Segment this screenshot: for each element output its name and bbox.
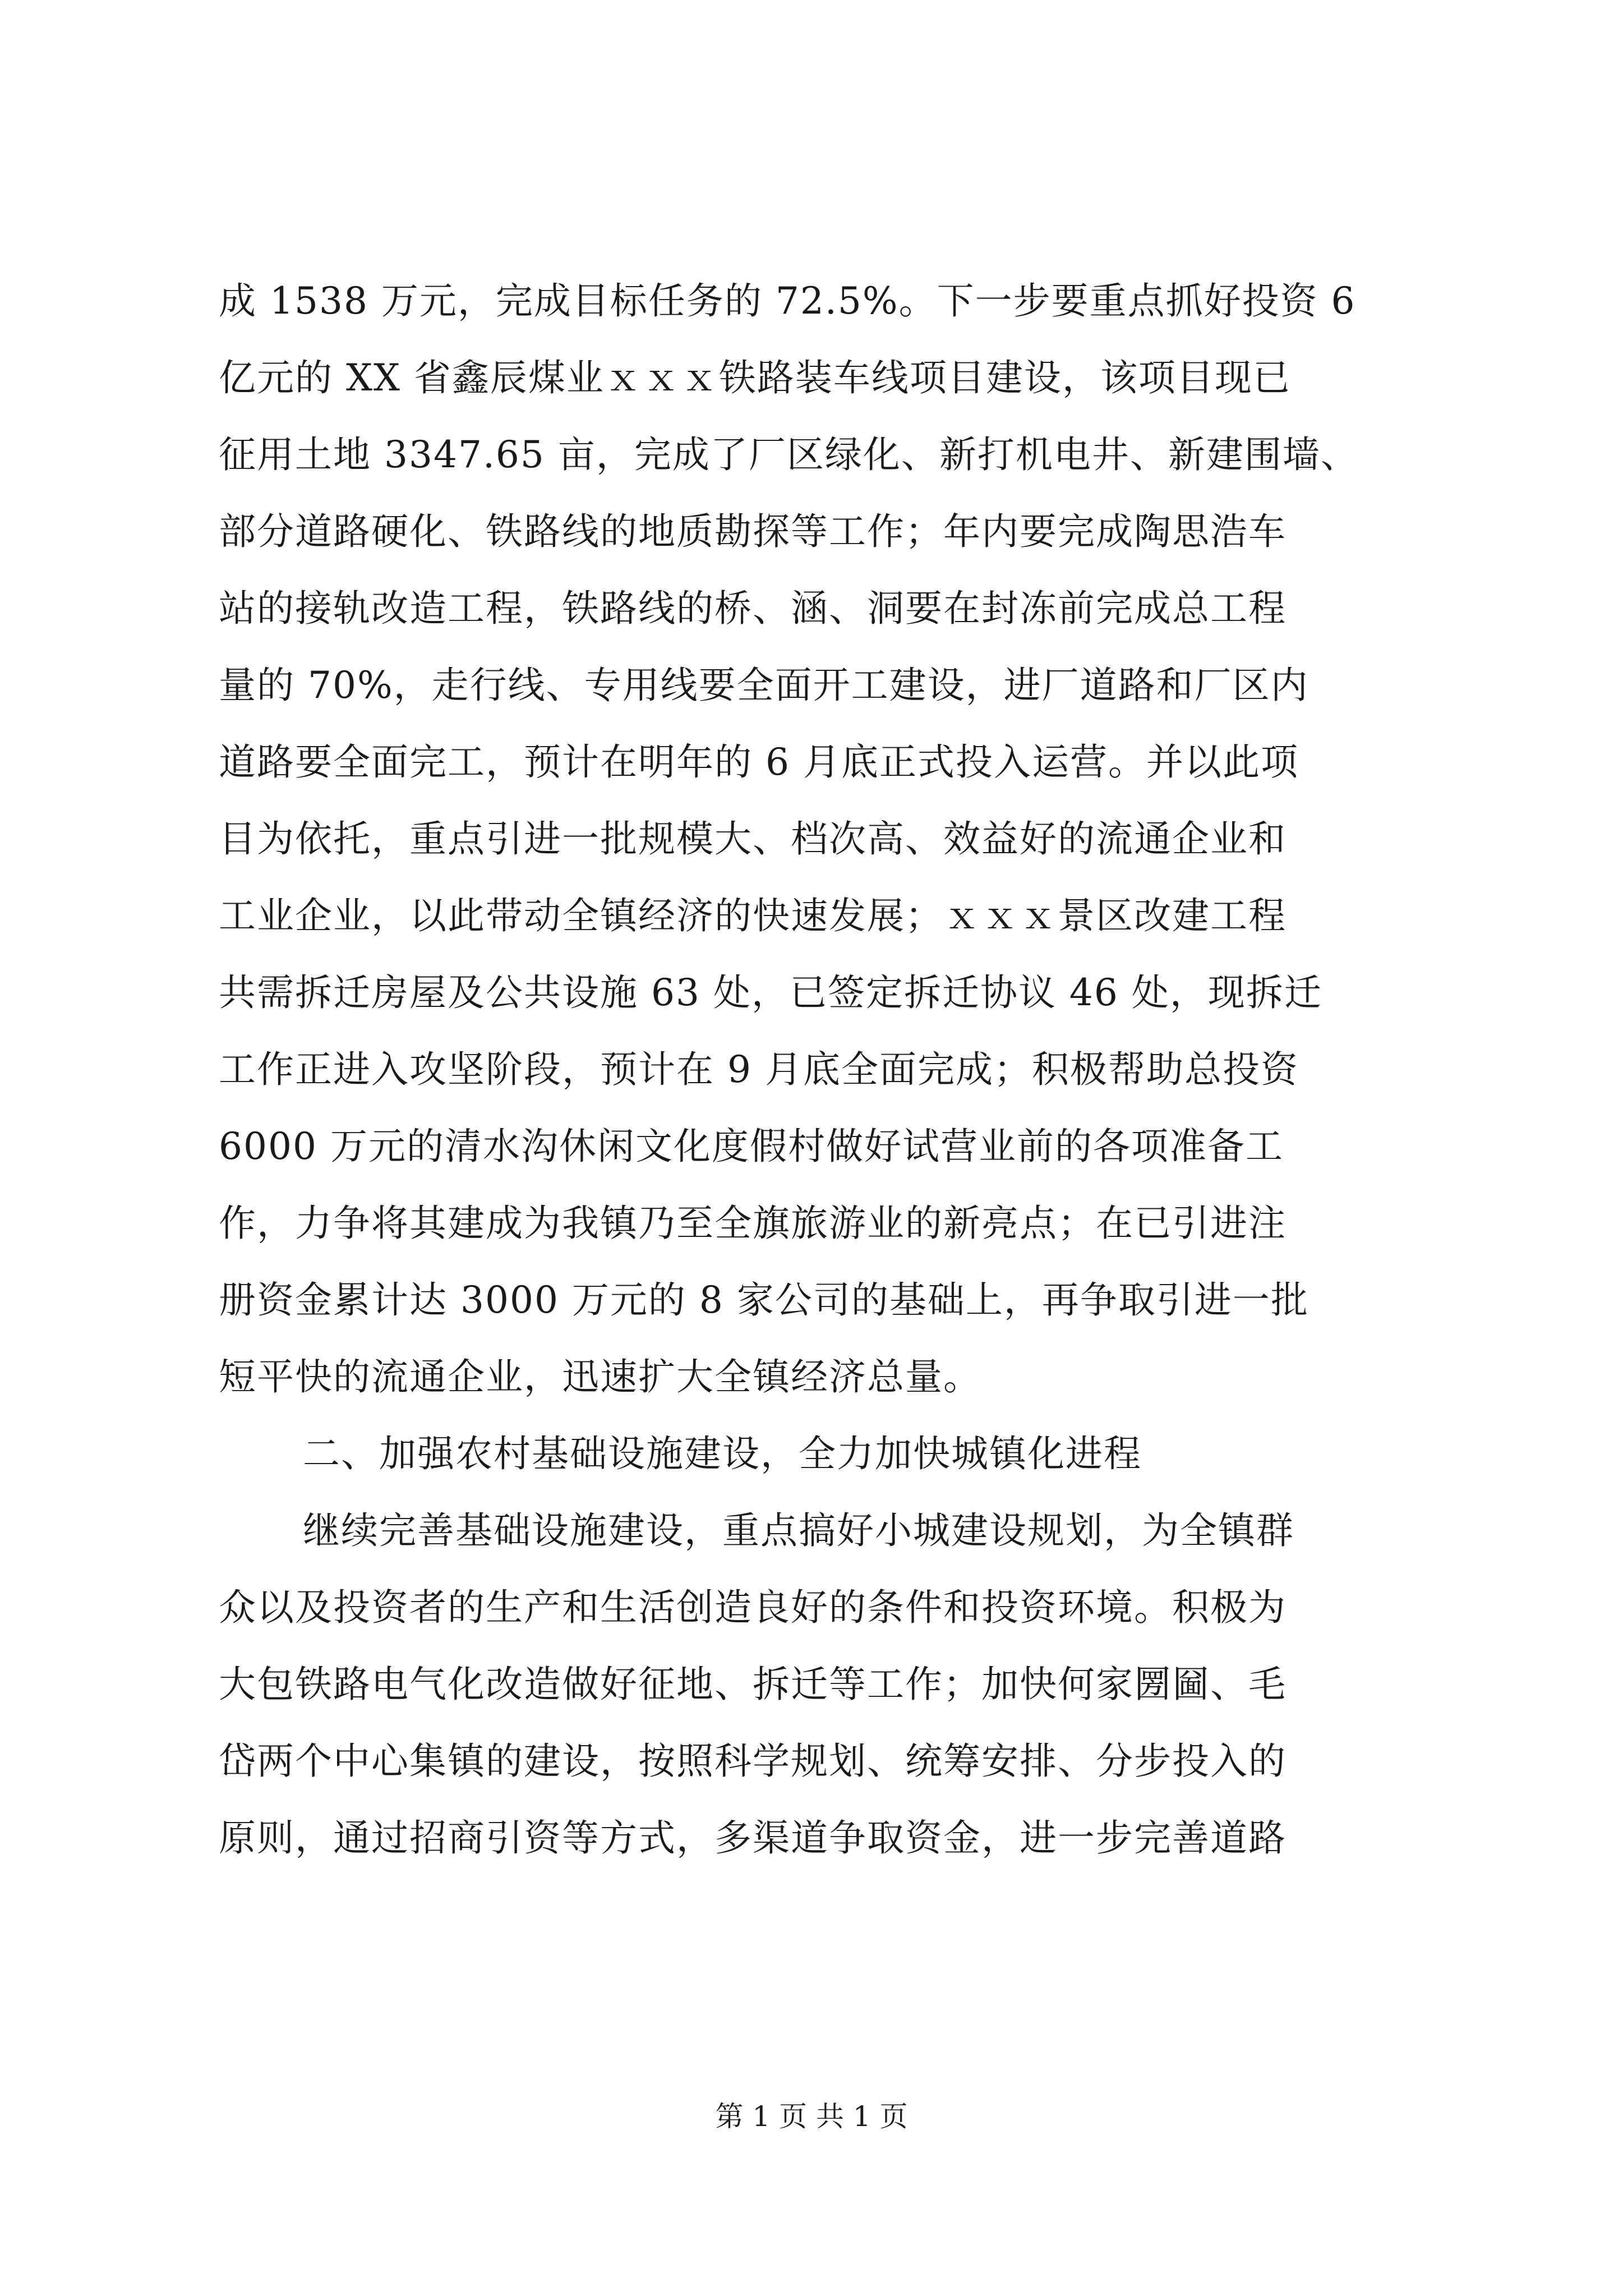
body-line-8: 目为依托，重点引进一批规模大、档次高、效益好的流通企业和 <box>219 817 1287 861</box>
body-line-18: 众以及投资者的生产和生活创造良好的条件和投资环境。积极为 <box>219 1586 1287 1629</box>
body-line-11: 工作正进入攻坚阶段，预计在 9 月底全面完成；积极帮助总投资 <box>219 1048 1299 1091</box>
body-line-21: 原则，通过招商引资等方式，多渠道争取资金，进一步完善道路 <box>219 1816 1287 1860</box>
body-line-20: 岱两个中心集镇的建设，按照科学规划、统筹安排、分步投入的 <box>219 1740 1287 1783</box>
body-line-10: 共需拆迁房屋及公共设施 63 处，已签定拆迁协议 46 处，现拆迁 <box>219 971 1322 1014</box>
body-line-13: 作，力争将其建成为我镇乃至全旗旅游业的新亮点；在已引进注 <box>219 1202 1287 1245</box>
body-line-5: 站的接轨改造工程，铁路线的桥、涵、洞要在封冻前完成总工程 <box>219 587 1287 630</box>
page-number-footer: 第 1 页 共 1 页 <box>715 2100 908 2133</box>
section-heading: 二、加强农村基础设施建设，全力加快城镇化进程 <box>303 1432 1142 1475</box>
body-line-2: 亿元的 XX 省鑫辰煤业ｘｘｘ铁路装车线项目建设，该项目现已 <box>219 356 1291 399</box>
body-line-14: 册资金累计达 3000 万元的 8 家公司的基础上，再争取引进一批 <box>219 1278 1309 1322</box>
body-line-6: 量的 70%，走行线、专用线要全面开工建设，进厂道路和厂区内 <box>219 664 1309 707</box>
body-line-19: 大包铁路电气化改造做好征地、拆迁等工作；加快何家圐圙、毛 <box>219 1663 1287 1706</box>
body-line-12: 6000 万元的清水沟休闲文化度假村做好试营业前的各项准备工 <box>219 1125 1284 1168</box>
body-line-7: 道路要全面完工，预计在明年的 6 月底正式投入运营。并以此项 <box>219 740 1299 784</box>
body-line-15: 短平快的流通企业，迅速扩大全镇经济总量。 <box>219 1355 981 1398</box>
body-line-1: 成 1538 万元，完成目标任务的 72.5%。下一步要重点抓好投资 6 <box>219 279 1356 323</box>
body-line-3: 征用土地 3347.65 亩，完成了厂区绿化、新打机电井、新建围墙、 <box>219 433 1359 476</box>
body-line-17: 继续完善基础设施建设，重点搞好小城建设规划，为全镇群 <box>303 1509 1294 1552</box>
body-line-9: 工业企业，以此带动全镇经济的快速发展；ｘｘｘ景区改建工程 <box>219 894 1287 937</box>
body-line-4: 部分道路硬化、铁路线的地质勘探等工作；年内要完成陶思浩车 <box>219 510 1287 553</box>
